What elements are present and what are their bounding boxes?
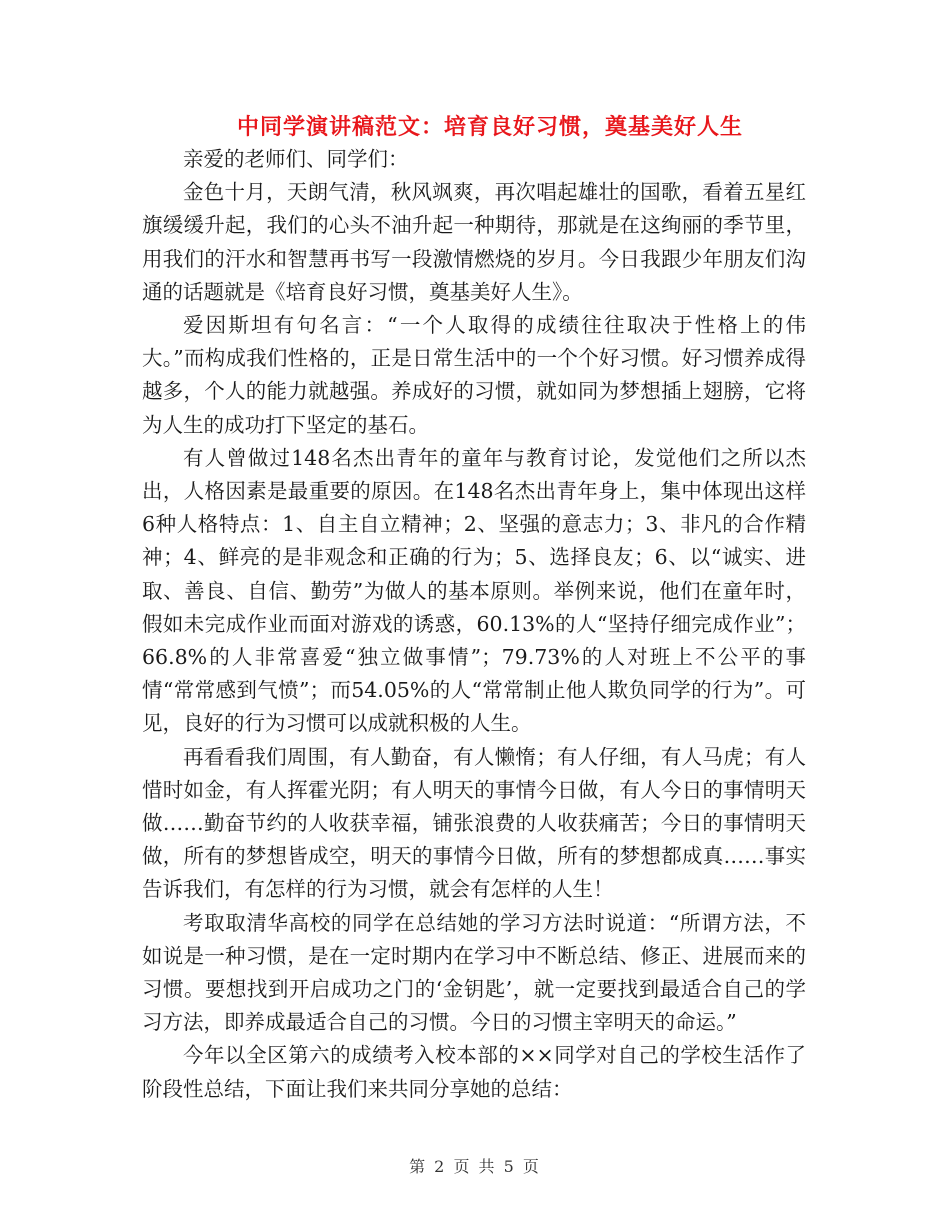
paragraph-2: 爱因斯坦有句名言：“一个人取得的成绩往往取决于性格上的伟大。”而构成我们性格的，正是日常生活中的一个个好习惯。好习惯养成得越多，个人的能力就越强。养成好的习惯，就如同为梦想插上翅膀，它将为人生的成功打下坚定的基石。	[142, 313, 806, 437]
paragraph-6: 今年以全区第六的成绩考入校本部的××同学对自己的学校生活作了阶段性总结，下面让我们来共同分享她的总结：	[142, 1043, 806, 1101]
paragraph-1: 金色十月，天朗气清，秋风飒爽，再次唱起雄壮的国歌，看着五星红旗缓缓升起，我们的心头不油升起一种期待，那就是在这绚丽的季节里，用我们的汗水和智慧再书写一段激情燃烧的岁月。今日我跟少年朋友们沟通的话题就是《培育良好习惯，奠基美好人生》。	[142, 180, 806, 304]
paragraph-greeting: 亲爱的老师们、同学们：	[183, 147, 409, 171]
document-body	[142, 143, 806, 1106]
paragraph-4: 再看看我们周围，有人勤奋，有人懒惰；有人仔细，有人马虎；有人惜时如金，有人挥霍光阴；有人明天的事情今日做，有人今日的事情明天做……勤奋节约的人收获幸福，铺张浪费的人收获痛苦；今日的事情明天做，所有的梦想皆成空，明天的事情今日做，所有的梦想都成真……事实告诉我们，有怎样的行为习惯，就会有怎样的人生！	[142, 744, 806, 902]
paragraph-5: 考取取清华高校的同学在总结她的学习方法时说道：“所谓方法，不如说是一种习惯，是在一定时期内在学习中不断总结、修正、进展而来的习惯。要想找到开启成功之门的‘金钥匙’，就一定要找到最适合自己的学习方法，即养成最适合自己的习惯。今日的习惯主宰明天的命运。”	[142, 910, 806, 1035]
document-title: 中同学演讲稿范文：培育良好习惯，奠基美好人生	[236, 114, 743, 140]
paragraph-3: 有人曾做过148名杰出青年的童年与教育讨论，发觉他们之所以杰出，人格因素是最重要的原因。在148名杰出青年身上，集中体现出这样6种人格特点：1、自主自立精神；2、坚强的意志力；3、非凡的合作精神；4、鲜亮的是非观念和正确的行为；5、选择良友；6、以“诚实、进取、善良、自信、勤劳”为做人的基本原则。举例来说，他们在童年时，假如未完成作业而面对游戏的诱惑，60.13%的人“坚持仔细完成作业”；66.8%的人非常喜爱“独立做事情”；79.73%的人对班上不公平的事情“常常感到气愤”；而54.05%的人“常常制止他人欺负同学的行为”。可见，良好的行为习惯可以成就积极的人生。	[142, 445, 806, 736]
page-footer: 第 2 页 共 5 页	[409, 1157, 541, 1176]
